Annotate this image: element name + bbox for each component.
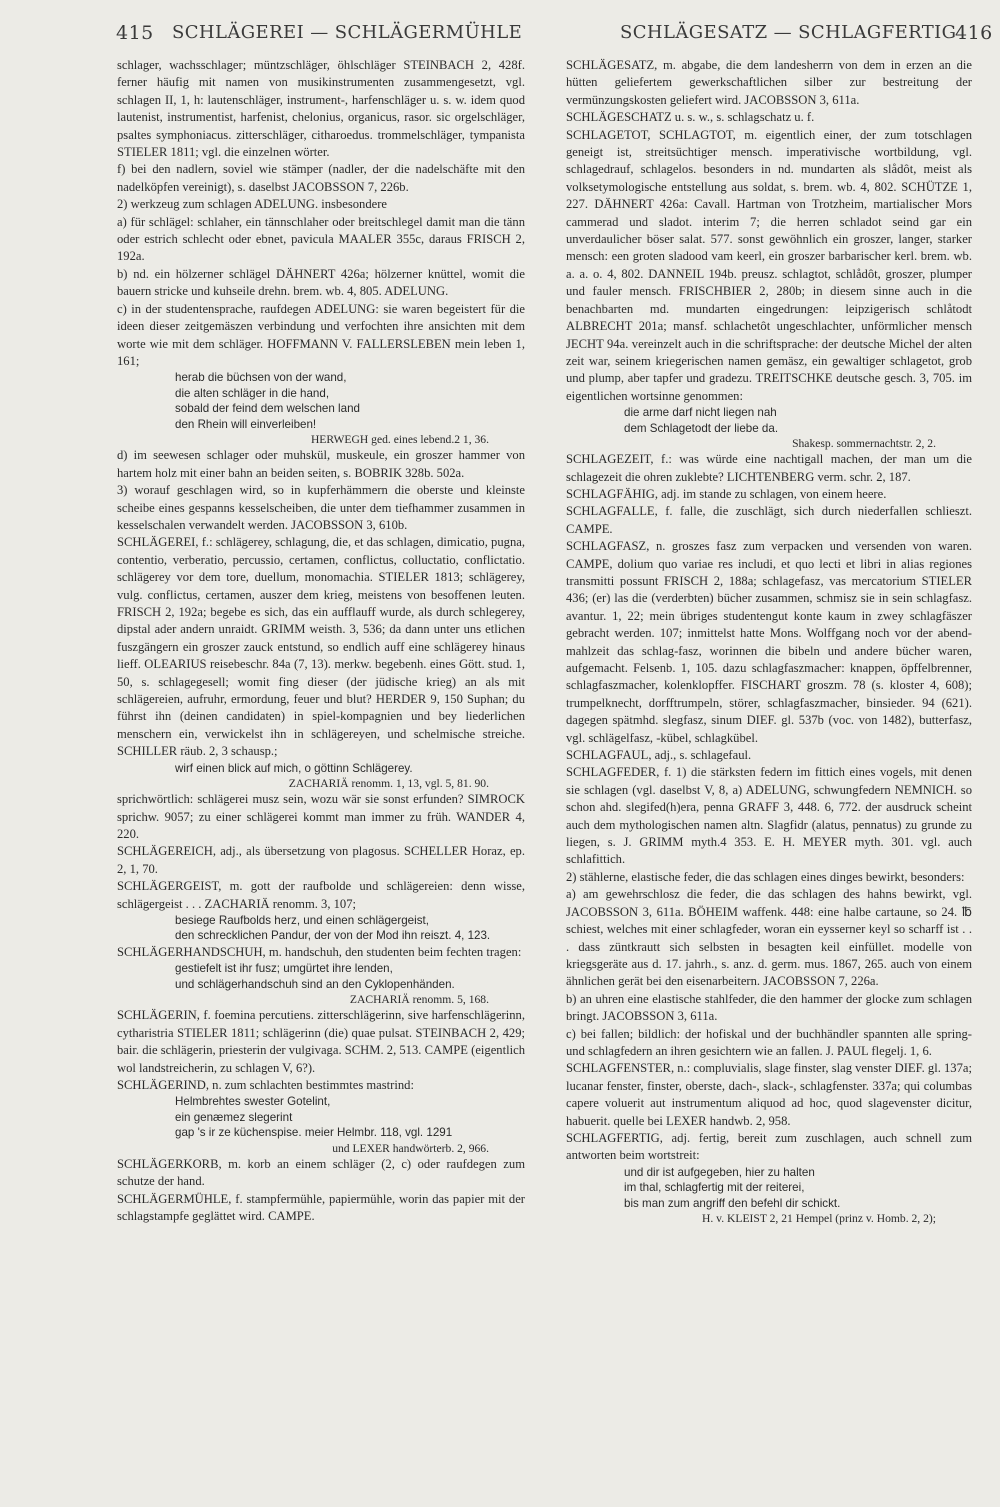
left-text-column: [117, 57, 525, 1226]
verse-source: und LEXER handwörterb. 2, 966.: [332, 1141, 489, 1155]
verse-line: und schlägerhandschuh sind an den Cyklopenhänden.: [175, 977, 455, 991]
entry-paragraph: SCHLAGFERTIG, adj. fertig, bereit zum zuschlagen, auch schnell zum antworten beim wortstreit:: [566, 1130, 972, 1163]
entry-paragraph: SCHLÄGERIND, n. zum schlachten bestimmtes mastrind:: [117, 1078, 414, 1092]
left-running-head: SCHLÄGEREI — SCHLÄGERMÜHLE: [172, 22, 523, 43]
right-text-column: [566, 57, 972, 1226]
entry-paragraph: sprichwörtlich: schlägerei musz sein, wozu wär sie sonst erfunden? SIMROCK sprichw. 9057; zu einer schlägerei kommt man immer zu früh. WANDER 4, 220.: [117, 792, 525, 841]
verse-line: wirf einen blick auf mich, o göttinn Schlägerey.: [175, 761, 413, 775]
verse-line: gap 's ir ze küchenspise. meier Helmbr. 118, vgl. 1291: [175, 1126, 453, 1140]
left-page-number: 415: [116, 22, 154, 44]
verse-line: besiege Raufbolds herz, und einen schlägergeist,: [175, 913, 429, 927]
entry-paragraph: 2) stählerne, elastische feder, die das schlagen eines dinges bewirkt, besonders:: [566, 869, 965, 884]
entry-paragraph: SCHLÄGEREICH, adj., als übersetzung von plagosus. SCHELLER Horaz, ep. 2, 1, 70.: [117, 844, 525, 876]
verse-line: sobald der feind dem welschen land: [175, 402, 360, 416]
entry-paragraph: SCHLÄGERMÜHLE, f. stampfermühle, papiermühle, worin das papier mit der schlagstampfe geglättet wird. CAMPE.: [117, 1191, 525, 1224]
verse-source: Shakesp. sommernachtstr. 2, 2.: [792, 437, 936, 451]
entry-paragraph: b) an uhren eine elastische stahlfeder, die den hammer der glocke zum schlagen bringt. JACOBSSON 3, 611a.: [566, 991, 972, 1024]
verse-source: ZACHARIÄ renomm. 5, 168.: [349, 993, 489, 1007]
entry-paragraph: SCHLÄGESATZ, m. abgabe, die dem landesherrn von dem in erzen an die hütten geliefertem gewerkschaftlichen silber zur bestreitung der vermünzungskosten geliefert wird. JACOBSSON 3, 611a.: [566, 58, 972, 107]
page-header: [0, 0, 1000, 60]
entry-paragraph: a) am gewehrschlosz die feder, die das schlagen des hahns bewirkt, vgl. JACOBSSON 3, 611a. BÖHEIM waffenk. 448: eine halbe cartaune, so 24. ℔ schiest, welches mit einer schlagfeder, woran ein eysserner keyl so scharff ist . . . dass züntkrautt sich selbsten in besagten keil einfüllet. modelle von kriegsgeräte aus d. 17. jahrh., s. anz. d. germ. mus. 1867, 265. auch von einem ähnlichen gerät bei den eisenarbeitern. JACOBSSON 7, 226a.: [566, 887, 972, 989]
entry-paragraph: SCHLÄGERGEIST, m. gott der raufbolde und schlägereien: denn wisse, schlägergeist . . . ZACHARIÄ renomm. 3, 107;: [117, 879, 525, 911]
verse-line: dem Schlagetodt der liebe da.: [624, 421, 779, 435]
verse-line: die alten schläger in die hand,: [175, 386, 330, 400]
entry-paragraph: 3) worauf geschlagen wird, so in kupferhämmern die oberste und kleinste scheibe eines gespanns kesselscheiben, die unter dem tiefhammer zusammen in kesselschalen verwandelt werden. JACOBSSON 3, 610b.: [117, 483, 525, 532]
entry-paragraph: c) bei fallen; bildlich: der hofiskal und der buchhändler spannten alle spring- und schlagfedern an ihren gesichtern wie an fallen. J. PAUL flegelj. 1, 6.: [566, 1026, 972, 1058]
entry-paragraph: 2) werkzeug zum schlagen ADELUNG. insbesondere: [117, 197, 387, 212]
verse-line: Helmbrehtes swester Gotelint,: [175, 1095, 331, 1109]
entry-paragraph: SCHLÄGERKORB, m. korb an einem schläger (2, c) oder raufdegen zum schutze der hand.: [117, 1156, 525, 1189]
entry-paragraph: SCHLAGEZEIT, f.: was würde eine nachtigall machen, der man um die schlagezeit die ohren zuklebte? LICHTENBERG verm. schr. 2, 187.: [566, 452, 972, 484]
entry-paragraph: SCHLÄGEREI, f.: schlägerey, schlagung, die, et das schlagen, dimicatio, pugna, contentio, verberatio, percussio, certamen, conflictus, colluctatio, conflictatio. schlägerey vor dem tore, duellum, monomachia. STIELER 1813; schlägerey, vulg. conflictus, certamen, auszer dem krieg, meistens von besoffenen leuten. FRISCH 2, 192a; begebe es sich, das ein aufflauff wurde, als durch schlegerey, dipstal ader andern unraidt. GRIMM weisth. 3, 536; da dann unter uns etlichen fuszgängern ein groszer zauck entstund, so endlich auff eine schlägerey hinaus lieff. OLEARIUS reisebeschr. 84a (7, 13). merkw. begebenh. eines Gött. stud. 1, 50, s. schlagegesell; womit fing dieser (der jüdische krieg) an als mit schlägereien, aufruhr, ermordung, feuer und blut? HERDER 9, 150 Suphan; du führst ihn (deinen candidaten) in spiel-kompagnien und bey liederlichen menschern ein, verwickelst ihn in schlägereyen, und schelmische streiche. SCHILLER räub. 2, 3 schausp.;: [117, 535, 525, 759]
verse-source: ZACHARIÄ renomm. 1, 13, vgl. 5, 81. 90.: [288, 777, 489, 791]
entry-paragraph: SCHLAGFASZ, n. groszes fasz zum verpacken und versenden von waren. CAMPE, dolium quo variae res includi, et quo lecti et libri in alias regiones transmitti possunt FRISCH 2, 188a; schlagefasz, vas mercatorium STIELER 436; (er) las die (verderbten) bücher zusammen, schmisz sie in sein schlagfasz. avantur. 1, 22; mein übriges studentengut konte kaum in zwey schlagfäszer gebracht werden. 107; inmittelst hatte Mons. Wolffgang noch vor der abend-mahlzeit das schlag-fasz, worinnen die bibeln und andere bücher waren, aufgemacht. Felsenb. 1, 105. dazu schlagfaszmacher: knappen, öpffelbrenner, schlagfaszmacher, kolenklopffer. FISCHART groszm. 78 (s. kloster 4, 608); trumpelknecht, dorfftrumpeln, störer, schlagfaszmacher, binsieder. 94 (621). dagegen spätmhd. slegfasz, sinum DIEF. gl. 537b (voc. von 1482), butterfasz, vgl. schlägelfasz, -kübel, schlagkübel.: [566, 539, 972, 745]
entry-paragraph: SCHLAGFALLE, f. falle, die zuschlägt, sich durch niederfallen schlieszt. CAMPE.: [566, 504, 972, 536]
entry-paragraph: f) bei den nadlern, soviel wie stämper (nadler, der die nadelschäfte mit den nadelköpfen vereinigt), s. daselbst JACOBSSON 7, 226b.: [117, 162, 525, 194]
verse-line: bis man zum angriff den befehl dir schickt.: [624, 1196, 841, 1210]
entry-paragraph: b) nd. ein hölzerner schlägel DÄHNERT 426a; hölzerner knüttel, womit die bauern stricke und kuhseile drehn. brem. wb. 4, 805. ADELUNG.: [117, 266, 525, 299]
verse-line: den Rhein will einverleiben!: [175, 417, 317, 431]
entry-paragraph: SCHLAGFEDER, f. 1) die stärksten federn im fittich eines vogels, mit denen sie schlagen (vgl. daselbst V, 8, a) ADELUNG, schwungfedern NEMNICH. so schon ahd. slegifed(h)era, penna GRAFF 3, 448. 6, 772. der ausdruck scheint auch dem mythologischen namen altn. Slagfidr (alatus, pennatus) zu grunde zu liegen, s. J. GRIMM myth.4 353. E. H. MEYER myth. 301. vgl. auch schlafittich.: [566, 765, 972, 867]
entry-paragraph: schlager, wachsschlager; müntzschläger, öhlschläger STEINBACH 2, 428f. ferner häufig mit namen von musikinstrumenten zusammengesetzt, vgl. schlagen II, 1, h: lautenschläger, instrument-, harfenschläger u. s. w. idem quod lautenist, instrumentist, harfenist, chelonius, organicus, rasor. sic orgelschläger, psaltes symphoniacus. zitterschläger, citharoedus. trommelschläger, tympanista STIELER 1811; vgl. die einzelnen wörter.: [117, 58, 525, 160]
verse-line: im thal, schlagfertig mit der reiterei,: [624, 1181, 805, 1195]
entry-paragraph: SCHLAGFENSTER, n.: compluvialis, slage finster, slag venster DIEF. gl. 137a; lucanar fenster, finster, oberste, dach-, slack-, schlagfenster. 337a; qui columbas capere voluerit aut instrumentum aliquod ad hoc, quod slagevenster dicitur, habuerit. quelle bei LEXER handwb. 2, 958.: [566, 1061, 972, 1128]
entry-paragraph: SCHLÄGESCHATZ u. s. w., s. schlagschatz u. f.: [566, 110, 815, 125]
entry-paragraph: SCHLÄGERHANDSCHUH, m. handschuh, den studenten beim fechten tragen:: [117, 944, 522, 959]
entry-paragraph: a) für schlägel: schlaher, ein tännschlaher oder breitschlegel damit man die tänn oder estrich schlecht oder ebnet, pavicula MAALER 355c, daraus FRISCH 2, 192a.: [117, 214, 525, 264]
right-running-head: SCHLÄGESATZ — SCHLAGFERTIG: [620, 22, 957, 43]
right-page-number: 416: [955, 22, 993, 44]
verse-line: ein genæmez slegerint: [175, 1110, 293, 1124]
verse-line: und dir ist aufgegeben, hier zu halten: [624, 1165, 815, 1179]
entry-paragraph: c) in der studentensprache, raufdegen ADELUNG: sie waren begeistert für die ideen dieser zeitgemäszen verbindung und verfochten ihre ansichten mit dem worte wie mit dem schläger. HOFFMANN V. FALLERSLEBEN mein leben 1, 161;: [117, 301, 525, 368]
verse-line: den schrecklichen Pandur, der von der Mod ihn reiszt. 4, 123.: [175, 929, 491, 943]
entry-paragraph: SCHLAGFAUL, adj., s. schlagefaul.: [566, 748, 752, 763]
entry-paragraph: SCHLÄGERIN, f. foemina percutiens. zitterschlägerinn, sive harfenschlägerinn, cytharistria STIELER 1811; schlägerinn (die) quae pulsat. STEINBACH 2, 429; bair. die schlägerin, priesterin der vulgivaga. SCHM. 2, 513. CAMPE (eigentlich wol landstreicherin, zu schlagen V, 6?).: [117, 1008, 525, 1075]
verse-line: herab die büchsen von der wand,: [175, 371, 347, 385]
verse-source: H. v. KLEIST 2, 21 Hempel (prinz v. Homb. 2, 2);: [702, 1212, 936, 1226]
entry-paragraph: SCHLAGFÄHIG, adj. im stande zu schlagen, von einem heere.: [566, 486, 887, 501]
entry-paragraph: SCHLAGETOT, SCHLAGTOT, m. eigentlich einer, der zum totschlagen geneigt ist, streitsüchtiger mensch. imperativische wortbildung, vgl. schlagedrauf, schlagelos. besonders in nd. mundarten als slådôt, meist als volksetymologische entstellung aus soldat, s. brem. wb. 4, 802. SCHÜTZE 1, 227. DÄHNERT 426a: Cavall. Hartman von Trotzheim, martialischer Mors cammerad und sladot. interim 7; die herren schladot seind gar ein unverdaulicher böser salat. 577. sonst gewöhnlich ein groszer, langer, starker mensch: een groten sladood vam keerl, ein groszer barbarischer kerl. brem. wb. a. a. o. 4, 802. DANNEIL 194b. preusz. schlagtot, schlådôt, groszer, plumper und fauler mensch. FRISCHBIER 2, 280b; in diesem sinne auch in die benachbarten md. mundarten eingedrungen: leipzigerisch schlåtodt ALBRECHT 201a; mansf. schlachetôt ungeschlachter, unförmlicher mensch JECHT 94a. vereinzelt auch in die schriftsprache: der deutsche Michel der alten zeit war, seinem kriegerischen namen gemäsz, ein gewaltiger schlagetot, grob und plump, aber tapfer und gradezu. TREITSCHKE deutsche gesch. 3, 705. im eigentlichen wortsinne genommen:: [566, 127, 972, 403]
verse-line: gestiefelt ist ihr fusz; umgürtet ihre lenden,: [175, 962, 393, 976]
verse-line: die arme darf nicht liegen nah: [624, 406, 777, 420]
entry-paragraph: d) im seewesen schlager oder muhskül, muskeule, ein groszer hammer von hartem holz mit einer bahn an beiden seiten, s. BOBRIK 328b. 502a.: [117, 448, 525, 480]
verse-source: HERWEGH ged. eines lebend.2 1, 36.: [310, 433, 489, 447]
